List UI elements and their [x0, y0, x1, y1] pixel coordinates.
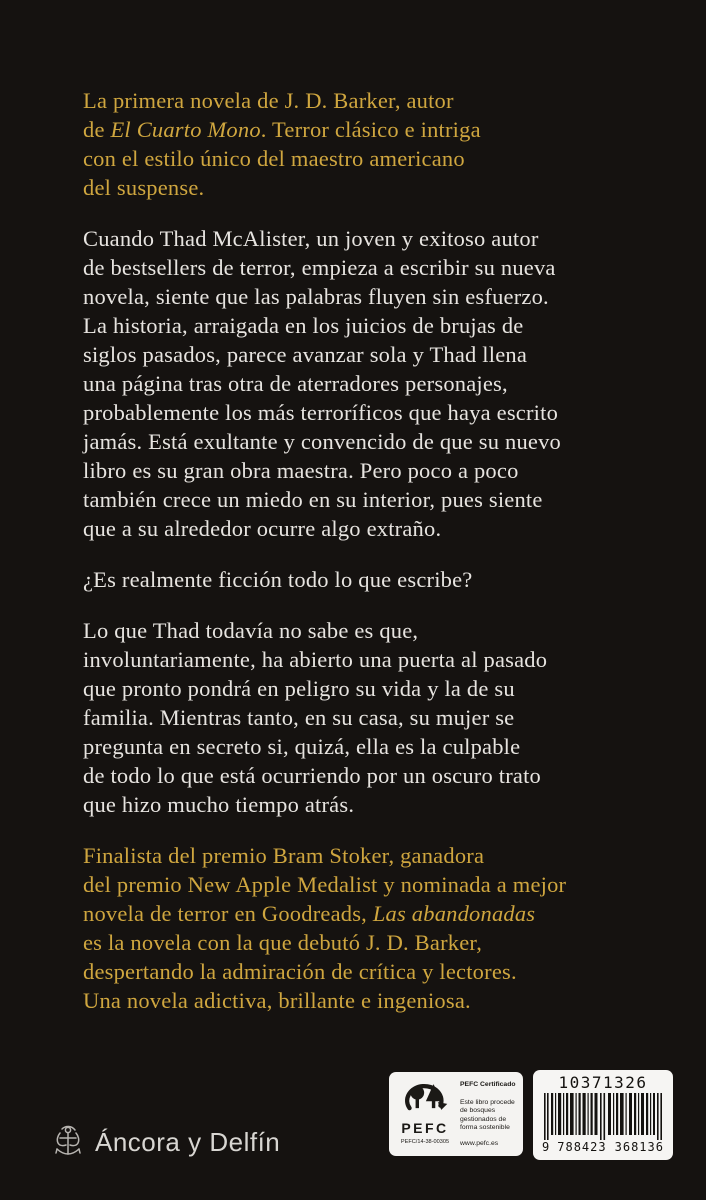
paragraph-intro-blurb: [83, 86, 643, 202]
pefc-right-column: [460, 1079, 518, 1150]
isbn-group-2: 368136: [614, 1140, 664, 1154]
pefc-logo-icon: [398, 1079, 452, 1120]
text-line: novela, siente que las palabras fluyen sin esfuerzo.: [83, 284, 549, 309]
text-line: libro es su gran obra maestra. Pero poco a poco: [83, 458, 519, 483]
paragraph-awards-blurb: [83, 841, 643, 1015]
text-line: también crece un miedo en su interior, pues siente: [83, 487, 543, 512]
text-line: siglos pasados, parece avanzar sola y Thad llena: [83, 342, 528, 367]
text-line: de todo lo que está ocurriendo por un oscuro trato: [83, 763, 542, 788]
barcode-top-number: 10371326: [558, 1073, 648, 1092]
text-line: Una novela adictiva, brillante e ingeniosa.: [83, 988, 471, 1013]
paragraph-question: [83, 565, 643, 594]
text-line: probablemente los más terroríficos que haya escrito: [83, 400, 559, 425]
barcode-bars: [544, 1093, 662, 1140]
text-line: ¿Es realmente ficción todo lo que escribe?: [83, 567, 473, 592]
text-line: del suspense.: [83, 175, 205, 200]
pefc-title: PEFC Certificado: [460, 1081, 516, 1088]
pefc-left-column: [398, 1079, 452, 1150]
text-line: que hizo mucho tiempo atrás.: [83, 792, 355, 817]
publisher-imprint: [52, 1120, 280, 1164]
text-line: del premio New Apple Medalist y nominada a mejor: [83, 872, 567, 897]
text-line: que pronto pondrá en peligro su vida y la de su: [83, 676, 515, 701]
text-line: pregunta en secreto si, quizá, ella es la culpable: [83, 734, 521, 759]
isbn-prefix: 9: [542, 1140, 550, 1154]
text-line: familia. Mientras tanto, en su casa, su mujer se: [83, 705, 515, 730]
paragraph-synopsis-2: [83, 616, 643, 819]
back-cover-text: [83, 86, 643, 1037]
text-line: de bestsellers de terror, empieza a escribir su nueva: [83, 255, 556, 280]
text-line: es la novela con la que debutó J. D. Barker,: [83, 930, 483, 955]
text-line: con el estilo único del maestro americano: [83, 146, 465, 171]
text-line: una página tras otra de aterradores personajes,: [83, 371, 508, 396]
text-line: de El Cuarto Mono. Terror clásico e intriga: [83, 117, 481, 142]
anchor-dolphin-icon: [52, 1124, 84, 1160]
pefc-wordmark: PEFC: [401, 1120, 449, 1136]
text-line: La primera novela de J. D. Barker, autor: [83, 88, 454, 113]
pefc-description: Este libro procede de bosques gestionados de forma sostenible: [460, 1098, 515, 1131]
publisher-name: Áncora y Delfín: [95, 1126, 281, 1157]
text-line: novela de terror en Goodreads, Las abandonadas: [83, 901, 536, 926]
isbn-digits: [542, 1141, 664, 1153]
text-line: que a su alrededor ocurre algo extraño.: [83, 516, 442, 541]
text-line: involuntariamente, ha abierto una puerta al pasado: [83, 647, 548, 672]
text-line: Finalista del premio Bram Stoker, ganadora: [83, 843, 485, 868]
isbn-barcode-label: [533, 1070, 673, 1160]
paragraph-synopsis-1: [83, 224, 643, 543]
pefc-certification-label: [389, 1072, 523, 1156]
text-line: Cuando Thad McAlister, un joven y exitoso autor: [83, 226, 539, 251]
text-line: Lo que Thad todavía no sabe es que,: [83, 618, 419, 643]
text-line: jamás. Está exultante y convencido de que su nuevo: [83, 429, 561, 454]
pefc-url: www.pefc.es: [460, 1139, 499, 1147]
text-line: La historia, arraigada en los juicios de brujas de: [83, 313, 524, 338]
pefc-cert-number: PEFC/14-38-00305: [400, 1139, 450, 1145]
isbn-group-1: 788423: [557, 1140, 607, 1154]
text-line: despertando la admiración de crítica y lectores.: [83, 959, 517, 984]
